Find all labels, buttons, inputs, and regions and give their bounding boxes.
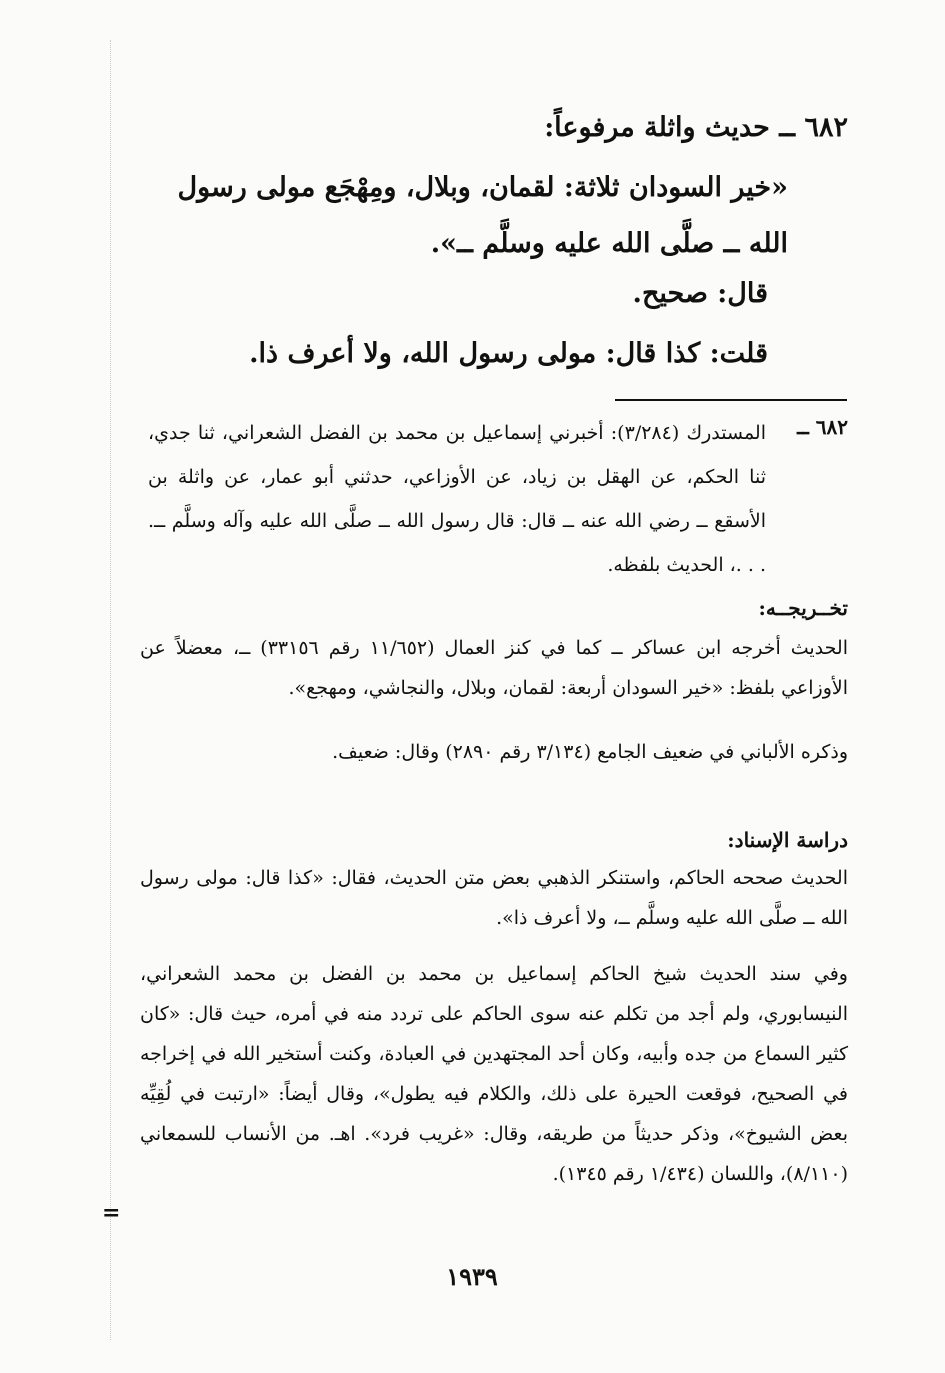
page-edge-dots — [110, 40, 111, 1340]
hadith-verdict: قال: صحيح. — [632, 278, 768, 309]
hadith-title: ٦٨٢ ــ حديث واثلة مرفوعاً: — [544, 112, 848, 143]
footnote-number: ٦٨٢ ــ — [797, 415, 848, 439]
takhrij-paragraph-1: الحديث أخرجه ابن عساكر ــ كما في كنز العمال (١١/٦٥٢ رقم ٣٣١٥٦) ــ، معضلاً عن الأوزاعي بلفظ: «خير السودان أربعة: لقمان، وبلال، والنجاشي، ومهجع». — [140, 637, 848, 699]
dirasa-paragraph-1: الحديث صححه الحاكم، واستنكر الذهبي بعض متن الحديث، فقال: «كذا قال: مولى رسول الله ــ صلَّى الله عليه وسلَّم ــ، ولا أعرف ذا». — [140, 867, 848, 929]
dirasa-paragraph-2: وفي سند الحديث شيخ الحاكم إسماعيل بن محمد بن الفضل بن محمد الشعراني، النيسابوري، ولم أجد من تكلم عنه سوى الحاكم على تردد منه في أمره، حيث قال: «كان كثير السماع من جده وأبيه، وكان أحد المجتهدين في العبادة، وكنت أستخير الله في إخراجه في الصحيح، فوقعت الحيرة على ذلك، والكلام فيه يطول»، وقال أيضاً: «ارتبت في لُقِيِّه بعض الشيوخ»، وذكر حديثاً من طريقه، وقال: «غريب فرد». اهـ. من الأنساب للسمعاني (٨/١١٠)، واللسان (١/٤٣٤ رقم ١٣٤٥). — [140, 963, 848, 1185]
takhrij-paragraph-2: وذكره الألباني في ضعيف الجامع (٣/١٣٤ رقم ٢٨٩٠) وقال: ضعيف. — [332, 741, 848, 763]
hadith-comment: قلت: كذا قال: مولى رسول الله، ولا أعرف ذا. — [249, 338, 768, 369]
footnote-separator — [615, 399, 847, 401]
continuation-marker: = — [102, 1200, 121, 1226]
page-number: ١٩٣٩ — [446, 1262, 498, 1291]
footnote-text: المستدرك (٣/٢٨٤): أخبرني إسماعيل بن محمد بن الفضل الشعراني، ثنا جدي، ثنا الحكم، عن الهقل بن زياد، عن الأوزاعي، حدثني أبو عمار، عن واثلة بن الأسقع ــ رضي الله عنه ــ قال: قال رسول الله ــ صلَّى الله عليه وآله وسلَّم ــ. . . .، الحديث بلفظه. — [148, 422, 767, 576]
dirasa-heading: دراسة الإسناد: — [727, 828, 848, 852]
takhrij-heading: تخــريجــه: — [758, 596, 848, 620]
hadith-text: «خير السودان ثلاثة: لقمان، وبلال، ومِهْجَع مولى رسول الله ــ صلَّى الله عليه وسلَّم ــ». — [177, 172, 788, 259]
